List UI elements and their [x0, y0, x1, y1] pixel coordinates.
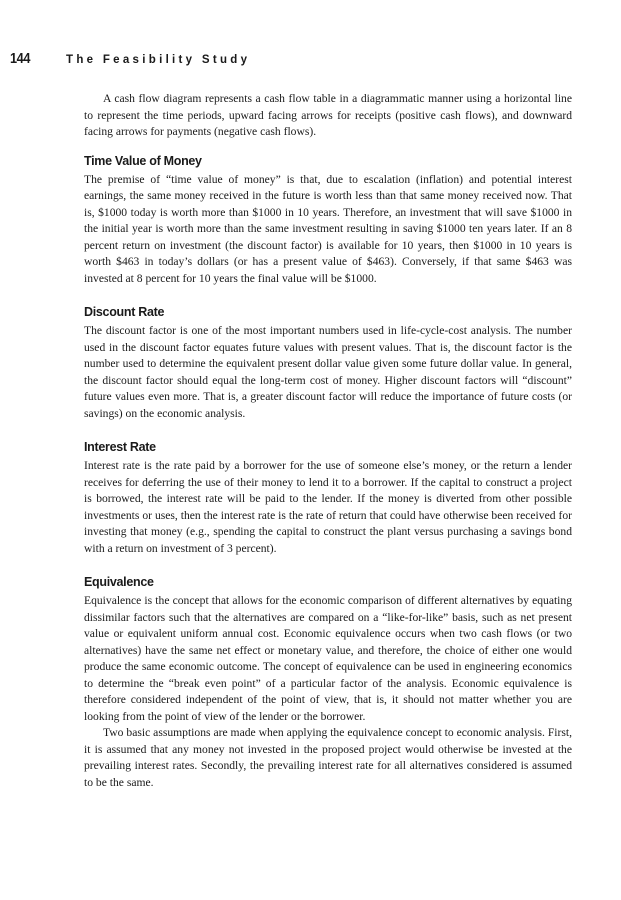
running-header — [10, 50, 250, 70]
section-discount-rate — [84, 304, 572, 422]
section-interest-rate — [84, 439, 572, 557]
chapter-title: The Feasibility Study — [66, 54, 251, 66]
section-time-value-of-money — [84, 153, 572, 288]
intro-paragraph: A cash flow diagram represents a cash flow table in a diagrammatic manner using a horizontal line to represent the time periods, upward facing arrows for receipts (positive cash flows), and downward facing arrows for payments (negative cash flows). — [84, 92, 572, 138]
section-equivalence — [84, 574, 572, 791]
section-paragraph: Interest rate is the rate paid by a borrower for the use of someone else’s money, or the return a lender receives for deferring the use of their money to lend it to a borrower. If the capital to construct a project is borrowed, the interest rate will be paid to the lender. If the money is diverted from other possible investments or uses, then the interest rate is the rate of return that could have otherwise been received for investing that money (e.g., spending the capital to construct the plant versus purchasing a savings bond with a return on investment of 3 percent). — [84, 459, 572, 555]
section-heading: Equivalence — [84, 575, 154, 589]
page-number: 144 — [10, 50, 31, 67]
section-heading: Interest Rate — [84, 440, 156, 454]
page-body — [84, 91, 572, 791]
section-heading: Time Value of Money — [84, 153, 202, 168]
section-paragraph: Equivalence is the concept that allows for the economic comparison of different alternatives by equating dissimilar factors such that the alternatives are compared on a “like-for-like” basis, such as net present value or equivalent uniform annual cost. Economic equivalence occurs when two cash flows (or two alternatives) have the same net effect or monetary value, and therefore, the choice of either one would produce the same economic outcome. The concept of equivalence can be used in engineering economics to determine the “break even point” of a particular factor of the analysis. Economic equivalence is therefore considered independent of the point of view, that is, it should not matter whether you are looking from the point of view of the lender or the borrower. — [84, 594, 572, 723]
section-paragraph: The premise of “time value of money” is that, due to escalation (inflation) and potential interest earnings, the same money received in the future is worth less than that same money received now. That is, $1000 today is worth more than $1000 in 10 years. Therefore, an investment that will save $1000 in the initial year is worth more than the same investment resulting in saving $1000 ten years later. If an 8 percent return on investment (the discount factor) is available for 10 years, then $1000 in 10 years is worth $463 in today’s dollars (or has a present value of $463). Conversely, if that same $463 was invested at 8 percent for 10 years the final value will be $1000. — [84, 172, 572, 285]
section-heading: Discount Rate — [84, 305, 165, 319]
section-paragraph: Two basic assumptions are made when applying the equivalence concept to economic analysis. First, it is assumed that any money not invested in the proposed project would otherwise be invested at the prevailing interest rates. Secondly, the prevailing interest rate for all alternatives considered is assumed to be the same. — [84, 726, 572, 789]
section-paragraph: The discount factor is one of the most important numbers used in life-cycle-cost analysis. The number used in the discount factor equates future values with present values. That is, the discount factor is the number used to determine the equivalent present dollar value given some future dollar value. In general, the discount factor should equal the long-term cost of money. Higher discount factors will “discount” future values even more. That is, a greater discount factor will reduce the importance of future costs (or savings) on the economic analysis. — [84, 324, 572, 420]
